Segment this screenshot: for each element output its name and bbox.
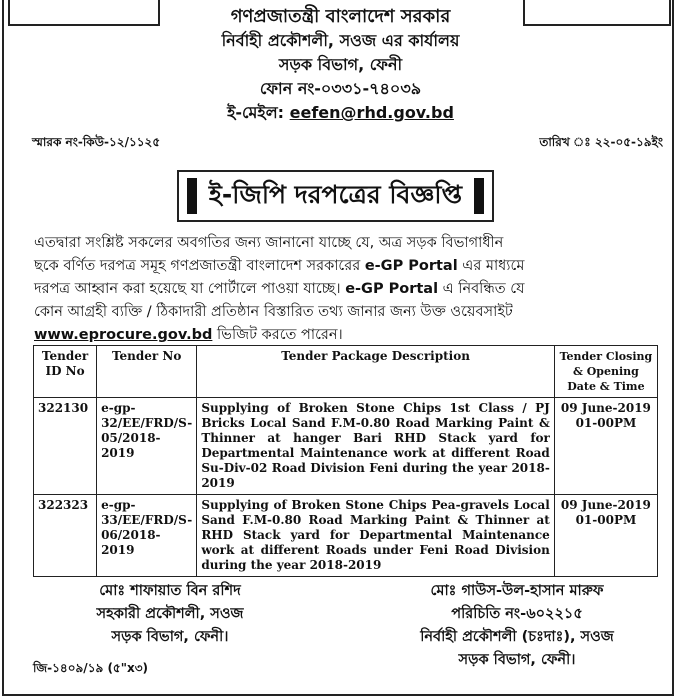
tender-no: e-gp-33/EE/FRD/S-06/2018-2019 xyxy=(97,495,197,577)
title-right-bar xyxy=(474,178,484,214)
signatory-designation: নির্বাহী প্রকৌশলী (চঃদাঃ), সওজ xyxy=(420,629,614,645)
email-label: ই-মেইল: xyxy=(227,103,285,122)
tender-no: e-gp-32/EE/FRD/S-05/2018-2019 xyxy=(97,398,197,495)
paragraph-line-3 xyxy=(34,278,650,301)
email-line xyxy=(0,100,681,127)
eprocure-website-link[interactable]: www.eprocure.gov.bd xyxy=(34,327,213,343)
memo-reference: স্মারক নং-কিউ-১২/১১২৫ xyxy=(32,135,161,149)
paragraph-line-4: কোন আগ্রহী ব্যক্তি / ঠিকাদারী প্রতিষ্ঠান বিস্তারিত তথ্য জানার জন্য উক্ত ওয়েবসাইট xyxy=(34,304,513,320)
memo-date: তারিখ ঃ ২২-০৫-১৯ইং xyxy=(539,135,663,149)
tender-id: 322323 xyxy=(34,495,97,577)
header-closing-text: Tender Closing & Opening Date & Time xyxy=(559,350,653,393)
paragraph-text: এ নিবন্ধিত যে xyxy=(438,281,525,297)
tender-closing xyxy=(554,495,657,577)
egp-portal-text: e-GP Portal xyxy=(345,281,439,297)
table-header-row xyxy=(34,346,658,398)
closing-date: 09 June-2019 xyxy=(560,401,651,415)
signatory-office: সড়ক বিভাগ, ফেনী। xyxy=(458,652,576,668)
signatory-name: মোঃ গাউস-উল-হাসান মারুফ xyxy=(430,583,604,599)
closing-time: 01-00PM xyxy=(575,416,637,430)
paragraph-line-5 xyxy=(34,324,650,347)
tender-description: Supplying of Broken Stone Chips 1st Class / PJ Bricks Local Sand F.M-0.80 Road Marking Paint & Thinner at hanger Bari RHD Stack yard for Departmental Maintenance work at different Road Su-Div-02 Road Division Feni during the year 2018-2019 xyxy=(197,398,555,495)
paragraph-line-2 xyxy=(34,255,650,278)
closing-time: 01-00PM xyxy=(575,513,637,527)
signature-block-right xyxy=(382,580,652,672)
division-name: সড়ক বিভাগ, ফেনী xyxy=(278,55,403,74)
signatory-office: সড়ক বিভাগ, ফেনী। xyxy=(111,629,229,645)
table-row xyxy=(34,398,658,495)
title-left-bar xyxy=(187,178,197,214)
government-name: গণপ্রজাতন্ত্রী বাংলাদেশ সরকার xyxy=(230,6,451,27)
paragraph-text: এর মাধ্যমে xyxy=(457,258,525,274)
signatory-id: পরিচিতি নং-৬০২২১৫ xyxy=(451,606,583,622)
closing-date: 09 June-2019 xyxy=(560,498,651,512)
tender-closing xyxy=(554,398,657,495)
tender-id: 322130 xyxy=(34,398,97,495)
notice-title: ই-জিপি দরপত্রের বিজ্ঞপ্তি xyxy=(208,179,463,209)
signatory-name: মোঃ শাফায়াত বিন রশিদ xyxy=(99,583,241,599)
table-row xyxy=(34,495,658,577)
office-name: নির্বাহী প্রকৌশলী, সওজ এর কার্যালয় xyxy=(221,31,460,50)
notice-paragraph xyxy=(34,232,650,347)
signatory-designation: সহকারী প্রকৌশলী, সওজ xyxy=(96,606,244,622)
notice-title-box xyxy=(177,170,494,222)
header-tender-id: Tender ID No xyxy=(34,346,97,398)
tender-table xyxy=(33,345,658,577)
paragraph-text: ভিজিট করতে পারেন। xyxy=(212,327,343,343)
egp-portal-text: e-GP Portal xyxy=(364,258,458,274)
paragraph-line-1: এতদ্বারা সংশ্লিষ্ট সকলের অবগতির জন্য জানানো যাচ্ছে যে, অত্র সড়ক বিভাগাধীন xyxy=(34,235,504,251)
phone-number: ফোন নং-০৩৩১-৭৪০৩৯ xyxy=(259,79,422,98)
header-closing-date xyxy=(554,346,657,398)
signature-block-left xyxy=(50,580,290,649)
tender-description: Supplying of Broken Stone Chips Pea-gravels Local Sand F.M-0.80 Road Marking Paint & Thinner at RHD Stack yard for Departmental Maintenance work at different Roads under Feni Road Division during the year 2018-2019 xyxy=(197,495,555,577)
footer-code: জি-১৪০৯/১৯ (৫"x৩) xyxy=(33,661,148,675)
email-address: eefen@rhd.gov.bd xyxy=(289,103,454,122)
header-tender-no: Tender No xyxy=(97,346,197,398)
header-description: Tender Package Description xyxy=(197,346,555,398)
paragraph-text: ছকে বর্ণিত দরপত্র সমূহ গণপ্রজাতন্ত্রী বাংলাদেশ সরকারের xyxy=(34,258,365,274)
paragraph-text: দরপত্র আহ্বান করা হয়েছে যা পোর্টালে পাওয়া যাচ্ছে। xyxy=(34,281,346,297)
